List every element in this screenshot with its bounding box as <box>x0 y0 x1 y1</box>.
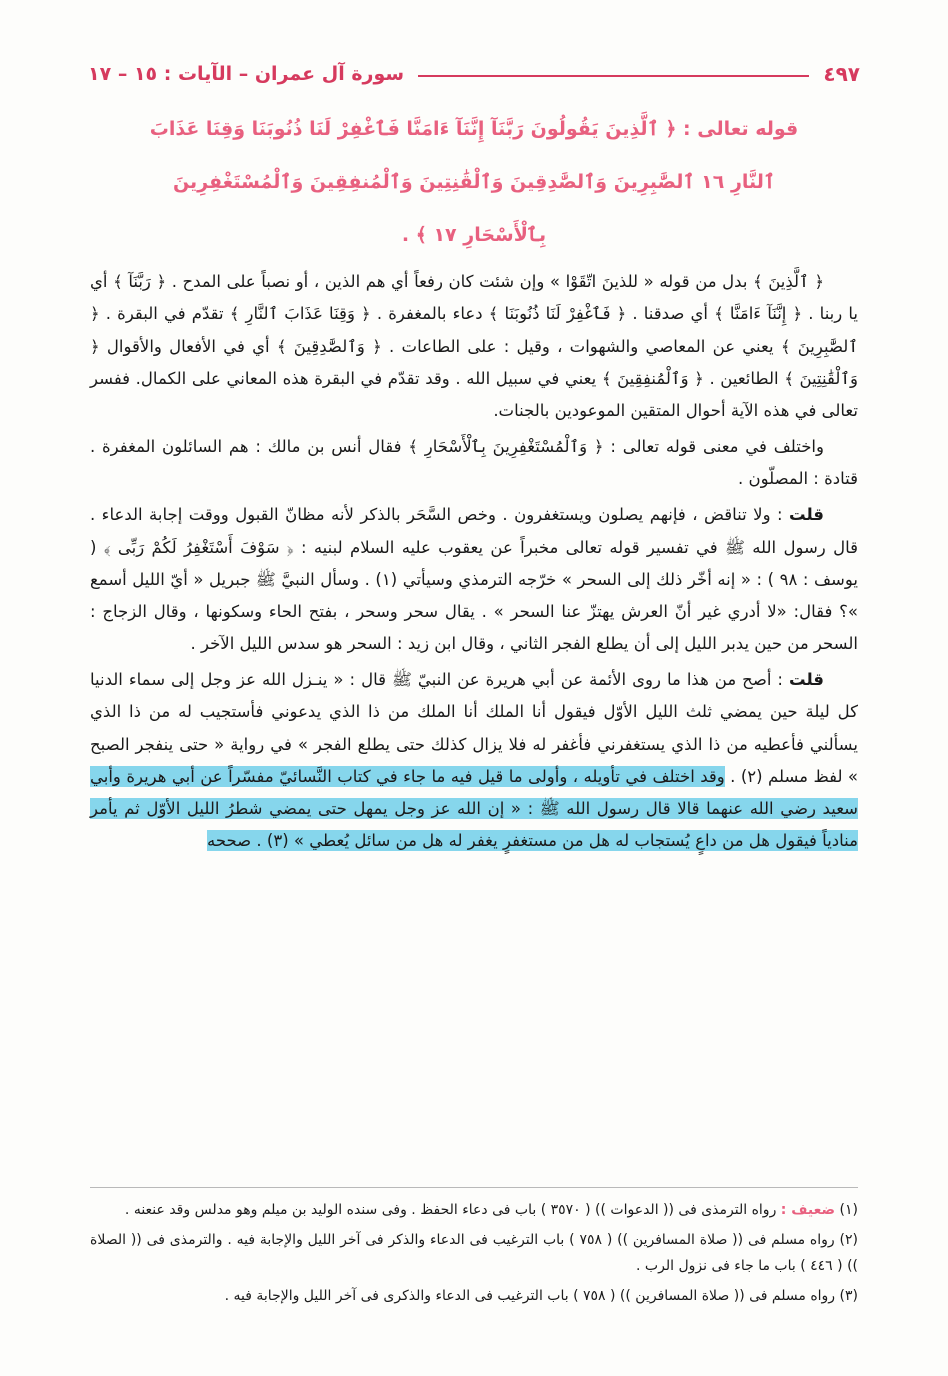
paragraph-4-lead-word: قلت <box>788 670 824 690</box>
page-header-title: سورة آل عمران – الآيات : ١٥ – ١٧ <box>88 63 405 85</box>
footnote-1-mark: (١) <box>839 1202 858 1219</box>
paragraph-3-text: : ولا تناقض ، فإنهم يصلون ويستغفرون . وخص السَّحَر بالذكر لأنه مظانّ القبول ووقت إجابة الدعاء . قال رسول الله ﷺ في تفسير قوله تعالى مخبراً عن يعقوب عليه السلام لبنيه : ﴿ سَوْفَ أَسْتَغْفِرُ لَكُمْ رَبِّى ﴾ ( يوسف : ٩٨ ) : « إنه أخّر ذلك إلى السحر » خرّجه الترمذي وسيأتي (١) . وسأل النبيَّ ﷺ جبريل « أيّ الليل أسمع »؟ فقال: «لا أدري غير أنّ العرش يهتزّ عنا السحر » . يقال سحر وسحر ، بفتح الحاء وسكونها ، وقال الزجاج : السحر من حين يدبر الليل إلى أن يطلع الفجر الثاني ، وقال ابن زيد : السحر هو سدس الليل الآخر . <box>90 505 858 654</box>
quran-verse-line-1: قوله تعالى : ﴿ ٱلَّذِينَ يَقُولُونَ رَبَّنَآ إِنَّنَآ ءَامَنَّا فَٱغْفِرْ لَنَا ذُنُوبَنَا وَقِنَا عَذَابَ <box>149 118 799 140</box>
footnotes-section <box>90 1187 858 1314</box>
footnote-2-text: رواه مسلم فى (( صلاة المسافرين )) ( ٧٥٨ ) باب الترغيب فى الدعاء والذكر فى آخر الليل والإجابة فيه . والترمذى فى (( الصلاة )) ( ٤٤٦ ) باب ما جاء فى نزول الرب . <box>90 1232 858 1275</box>
paragraph-commentary-1: ﴿ ٱلَّذِينَ ﴾ بدل من قوله « للذينَ اتّقَوْا » وإن شئت كان رفعاً أي هم الذين ، أو نصباً على المدح . ﴿ رَبَّنَآ ﴾ أي يا ربنا . ﴿ إِنَّنَآ ءَامَنَّا ﴾ أي صدقنا . ﴿ فَٱغْفِرْ لَنَا ذُنُوبَنَا ﴾ دعاء بالمغفرة . ﴿ وَقِنَا عَذَابَ ٱلنَّارِ ﴾ تقدّم في البقرة . ﴿ ٱلصَّٰبِرِينَ ﴾ يعني عن المعاصي والشهوات ، وقيل : على الطاعات . ﴿ وَٱلصَّٰدِقِينَ ﴾ أي في الأفعال والأقوال ﴿ وَٱلْقَٰنِتِينَ ﴾ الطائعين . ﴿ وَٱلْمُنفِقِينَ ﴾ يعني في سبيل الله . وقد تقدّم في البقرة هذه المعاني على الكمال. ففسر تعالى في هذه الآية أحوال المتقين الموعودين بالجنات. <box>90 272 858 420</box>
footnote-divider <box>90 1187 858 1189</box>
paragraph-commentary-2: واختلف في معنى قوله تعالى : ﴿ وَٱلْمُسْتَغْفِرِينَ بِٱلْأَسْحَارِ ﴾ فقال أنس بن مالك : هم السائلون المغفرة . قتادة : المصلّون . <box>90 437 858 489</box>
quran-verse-line-3: بِٱلْأَسْحَارِ ١٧ ﴾ . <box>401 223 547 246</box>
footnote-1-text: رواه الترمذى فى (( الدعوات )) ( ٣٥٧٠ ) باب فى دعاء الحفظ . وفى سنده الوليد بن ميلم وهو مدلس وقد عنعنه . <box>124 1202 777 1219</box>
footnote-1-label: ضعيف : <box>780 1202 836 1219</box>
footnote-3-mark: (٣) <box>839 1288 858 1305</box>
paragraph-commentary-4 <box>90 664 858 857</box>
paragraph-4-text: : أصح من هذا ما روى الأئمة عن أبي هريرة عن النبيّ ﷺ قال : « ينـزل الله عز وجل إلى سماء الدنيا كل ليلة حين يمضي ثلث الليل الأوّل فيقول أنا الملك أنا الملك من ذا الذي يدعوني فأستجيب له من ذا الذي يسألني فأعطيه من ذا الذي يستغفرني فأغفر له فلا يزال كذلك حتى يطلع الفجر » في رواية « حتى ينفجر الصبح » لفظ مسلم (٢) . <box>90 670 859 786</box>
paragraph-3-lead-word: قلت <box>788 505 824 525</box>
footnote-3-text: رواه مسلم فى (( صلاة المسافرين )) ( ٧٥٨ ) باب الترغيب فى الدعاء والذكرى فى آخر الليل والإجابة فيه . <box>224 1288 836 1305</box>
footnote-2-mark: (٢) <box>839 1232 859 1249</box>
paragraph-commentary-3 <box>90 499 858 660</box>
footnote-item-3 <box>90 1284 858 1310</box>
header-divider <box>418 75 809 77</box>
page-content <box>90 108 858 861</box>
highlighted-passage: وقد اختلف في تأويله ، وأولى ما قيل فيه ما جاء في كتاب النَّسائيّ مفسّراً عن أبي هريرة وأبي سعيد رضي الله عنهما قالا قال رسول الله ﷺ : « إن الله عز وجل يمهل حتى يمضي شطرُ الليل الأوّل ثم يأمر منادياً فيقول هل من داعٍ يُستجاب له هل من مستغفرٍ يغفر له هل من سائل يُعطي » (٣) . صححه <box>90 766 858 851</box>
footnote-item-2 <box>90 1228 858 1280</box>
footnote-item-1 <box>90 1198 858 1224</box>
page-number: ٤٩٧ <box>823 62 860 86</box>
page-header <box>88 56 860 92</box>
quran-verse-line-2: ٱلنَّارِ ١٦ ٱلصَّٰبِرِينَ وَٱلصَّٰدِقِينَ وَٱلْقَٰنِتِينَ وَٱلْمُنفِقِينَ وَٱلْمُسْتَغْفِرِينَ <box>172 170 776 193</box>
